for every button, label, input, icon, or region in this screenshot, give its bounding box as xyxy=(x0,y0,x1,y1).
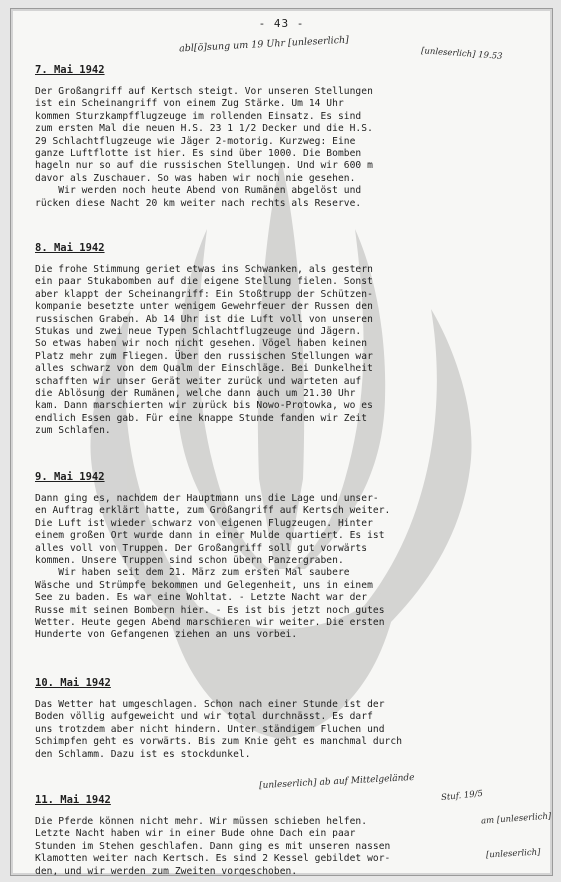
page-number: - 43 - xyxy=(258,17,305,30)
diary-entry xyxy=(35,242,535,438)
diary-entry xyxy=(35,64,535,210)
document-page xyxy=(10,8,553,876)
entry-text: Die frohe Stimmung geriet etwas ins Schwanken, als gestern ein paar Stukabomben auf die eigene Stellung fielen. Sonst aber klappt der Scheinangriff: Ein Stoßtrupp der Schützen- kompanie besetzte unter wenigem Gewehrfeuer der Russen den russischen Graben. Ab 14 Uhr ist die Luft voll von unseren Stukas und zwei neue Typen Schlachtflugzeuge und Jägern. So etwas haben wir noch nicht gesehen. Vögel haben keinen Platz mehr zum Fliegen. Über den russischen Stellungen war alles schwarz von dem Qualm der Einschläge. Bei Dunkelheit schafften wir unser Gerät weiter zurück und warteten auf die Ablösung der Rumänen, welche dann auch um 21.30 Uhr kam. Dann marschierten wir zurück bis Nowo-Protowka, wo es endlich Essen gab. Für eine knappe Stunde fanden wir Zeit zum Schlafen. xyxy=(35,264,373,437)
handwritten-note-top-right: [unleserlich] 19.53 xyxy=(420,46,503,62)
entry-text: Das Wetter hat umgeschlagen. Schon nach einer Stunde ist der Boden völlig aufgeweicht und wir total durchnässt. Es darf uns trotzdem aber nicht hindern. Unter ständigem Fluchen und Schimpfen geht es vorwärts. Bis zum Knie geht es manchmal durch den Schlamm. Dazu ist es stockdunkel. xyxy=(35,699,403,760)
handwritten-note-margin: am [unleserlich] xyxy=(480,811,552,827)
handwritten-note-top: abl[ö]sung um 19 Uhr [unleserlich] xyxy=(178,34,350,55)
entry-text: Dann ging es, nachdem der Hauptmann uns die Lage und unser- en Auftrag erklärt hatte, zum Großangriff auf Kertsch weiter. Die Luft ist wieder schwarz von eigenen Flugzeugen. Hinter einem großen Ort wurde dann in einer Mulde quartiert. Es ist alles voll von Truppen. Der Großangriff soll gut vorwärts kommen. Unsere Truppen sind schon übern Panzergraben. Wir haben seit dem 21. März zum ersten Mal saubere Wäsche und Strümpfe bekommen und Gelegenheit, uns in einem See zu baden. Es war eine Wohltat. - Letzte Nacht war der Russe mit seinen Bombern hier. - Es ist bis jetzt noch gutes Wetter. Heute gegen Abend marschieren wir weiter. Die ersten Hunderte von Gefangenen ziehen an uns vorbei. xyxy=(35,493,391,641)
entry-date: 10. Mai 1942 xyxy=(35,677,111,689)
entry-date: 8. Mai 1942 xyxy=(35,242,105,254)
entry-date: 7. Mai 1942 xyxy=(35,64,105,76)
handwritten-note-bottom: [unleserlich] ab auf Mittelgelände xyxy=(258,772,415,792)
diary-entry xyxy=(35,794,535,876)
entry-date: 11. Mai 1942 xyxy=(35,794,111,806)
handwritten-note-margin-lower: [unleserlich] xyxy=(485,847,541,861)
handwritten-note-bottom-right: Stuf. 19/5 xyxy=(440,788,484,804)
entry-text: Die Pferde können nicht mehr. Wir müssen schieben helfen. Letzte Nacht haben wir in einer Bude ohne Dach ein paar Stunden im Stehen geschlafen. Dann ging es mit unseren nassen Klamotten weiter nach Kertsch. Es sind 2 Kessel gebildet wor- den, und wir werden zum Zweiten vorgeschoben. xyxy=(35,816,391,876)
entry-date: 9. Mai 1942 xyxy=(35,471,105,483)
entry-text: Der Großangriff auf Kertsch steigt. Vor unseren Stellungen ist ein Scheinangriff von einem Zug Stärke. Um 14 Uhr kommen Sturzkampfflugzeuge im rollenden Einsatz. Es sind zum ersten Mal die neuen H.S. 23 1 1/2 Decker und die H.S. 29 Schlachtflugzeuge wie Jäger 2-motorig. Kurzweg: Eine ganze Luftflotte ist hier. Es sind über 1000. Die Bomben hageln nur so auf die russischen Stellungen. Und wir 600 m davor als Zuschauer. So was haben wir noch nie gesehen. Wir werden noch heute Abend von Rumänen abgelöst und rücken diese Nacht 20 km weiter nach rechts als Reserve. xyxy=(35,86,373,209)
diary-entry xyxy=(35,471,535,642)
diary-entry xyxy=(35,677,535,761)
